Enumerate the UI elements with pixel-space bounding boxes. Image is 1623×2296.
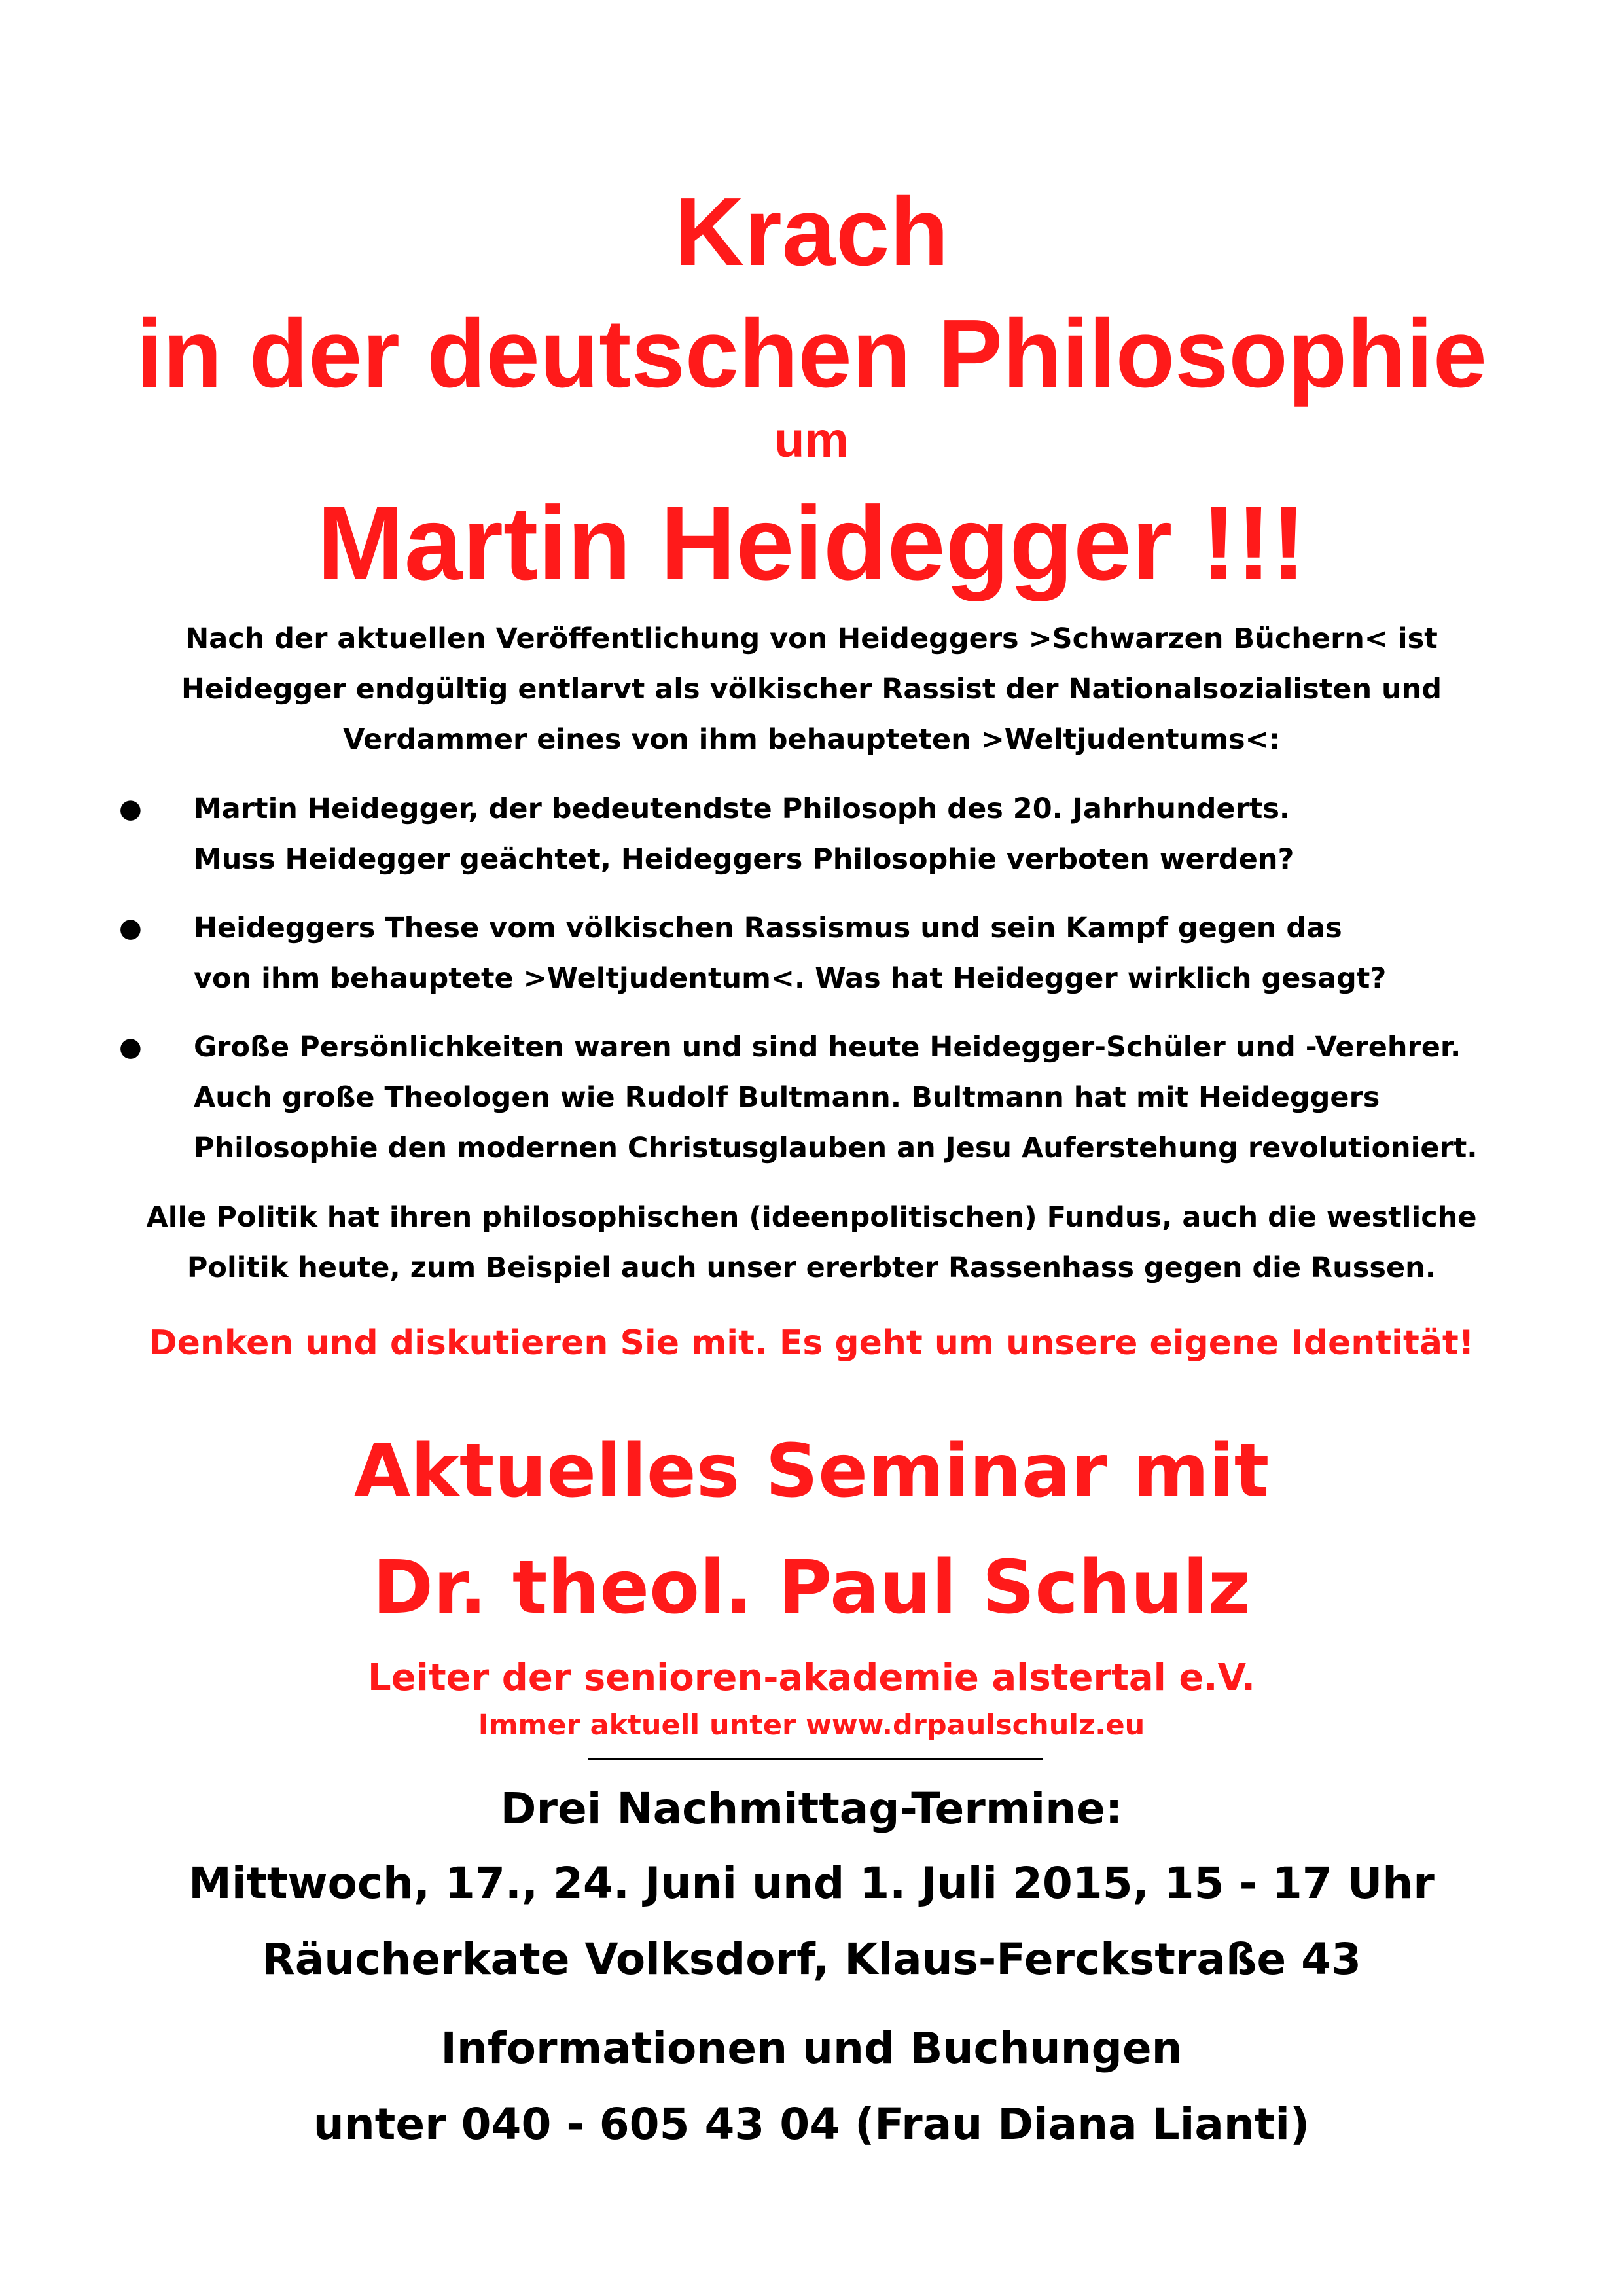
divider — [588, 1758, 1043, 1760]
speaker-name: Dr. theol. Paul Schulz — [372, 1545, 1251, 1630]
title-um: um — [774, 412, 849, 468]
closing-line-2: Politik heute, zum Beispiel auch unser ererbter Rassenhass gegen die Russen. — [187, 1251, 1436, 1284]
title-krach: Krach — [674, 178, 949, 286]
info-phone-line: unter 040 - 605 43 04 (Frau Diana Lianti) — [313, 2099, 1310, 2149]
bullet-1-line-1: Martin Heidegger, der bedeutendste Philosoph des 20. Jahrhunderts. — [194, 793, 1291, 825]
closing-line-1: Alle Politik hat ihren philosophischen (ideenpolitischen) Fundus, auch die westliche — [146, 1201, 1477, 1234]
speaker-role: Leiter der senioren-akademie alstertal e.V. — [368, 1657, 1255, 1699]
call-to-action: Denken und diskutieren Sie mit. Es geht um unsere eigene Identität! — [149, 1323, 1474, 1363]
title-german-philosophy: in der deutschen Philosophie — [135, 300, 1488, 408]
seminar-heading: Aktuelles Seminar mit — [353, 1429, 1270, 1514]
bullet-3-line-1: Große Persönlichkeiten waren und sind heute Heidegger-Schüler und -Verehrer. — [194, 1031, 1461, 1064]
bullet-1-line-2: Muss Heidegger geächtet, Heideggers Philosophie verboten werden? — [194, 843, 1294, 876]
intro-line-2: Heidegger endgültig entlarvt als völkischer Rassist der Nationalsozialisten und — [181, 673, 1442, 706]
venue-line: Räucherkate Volksdorf, Klaus-Ferckstraße 43 — [261, 1934, 1362, 1984]
info-heading: Informationen und Buchungen — [440, 2023, 1183, 2073]
intro-line-3: Verdammer eines von ihm behaupteten >Weltjudentums<: — [343, 723, 1280, 756]
intro-line-1: Nach der aktuellen Veröffentlichung von Heideggers >Schwarzen Büchern< ist — [185, 622, 1438, 655]
website-line: Immer aktuell unter www.drpaulschulz.eu — [478, 1709, 1145, 1742]
bullet-2-line-1: Heideggers These vom völkischen Rassismus und sein Kampf gegen das — [194, 912, 1342, 944]
bullet-2-line-2: von ihm behauptete >Weltjudentum<. Was hat Heidegger wirklich gesagt? — [194, 962, 1387, 995]
bullet-3-line-3: Philosophie den modernen Christusglauben an Jesu Auferstehung revolutioniert. — [194, 1132, 1478, 1164]
dates-line: Mittwoch, 17., 24. Juni und 1. Juli 2015, 15 - 17 Uhr — [188, 1858, 1435, 1909]
bullet-icon: ● — [119, 1032, 142, 1062]
dates-heading: Drei Nachmittag-Termine: — [500, 1784, 1123, 1834]
bullet-icon: ● — [119, 913, 142, 943]
bullet-icon: ● — [119, 794, 142, 824]
title-martin-heidegger: Martin Heidegger !!! — [317, 484, 1306, 601]
bullet-3-line-2: Auch große Theologen wie Rudolf Bultmann. Bultmann hat mit Heideggers — [194, 1081, 1380, 1114]
